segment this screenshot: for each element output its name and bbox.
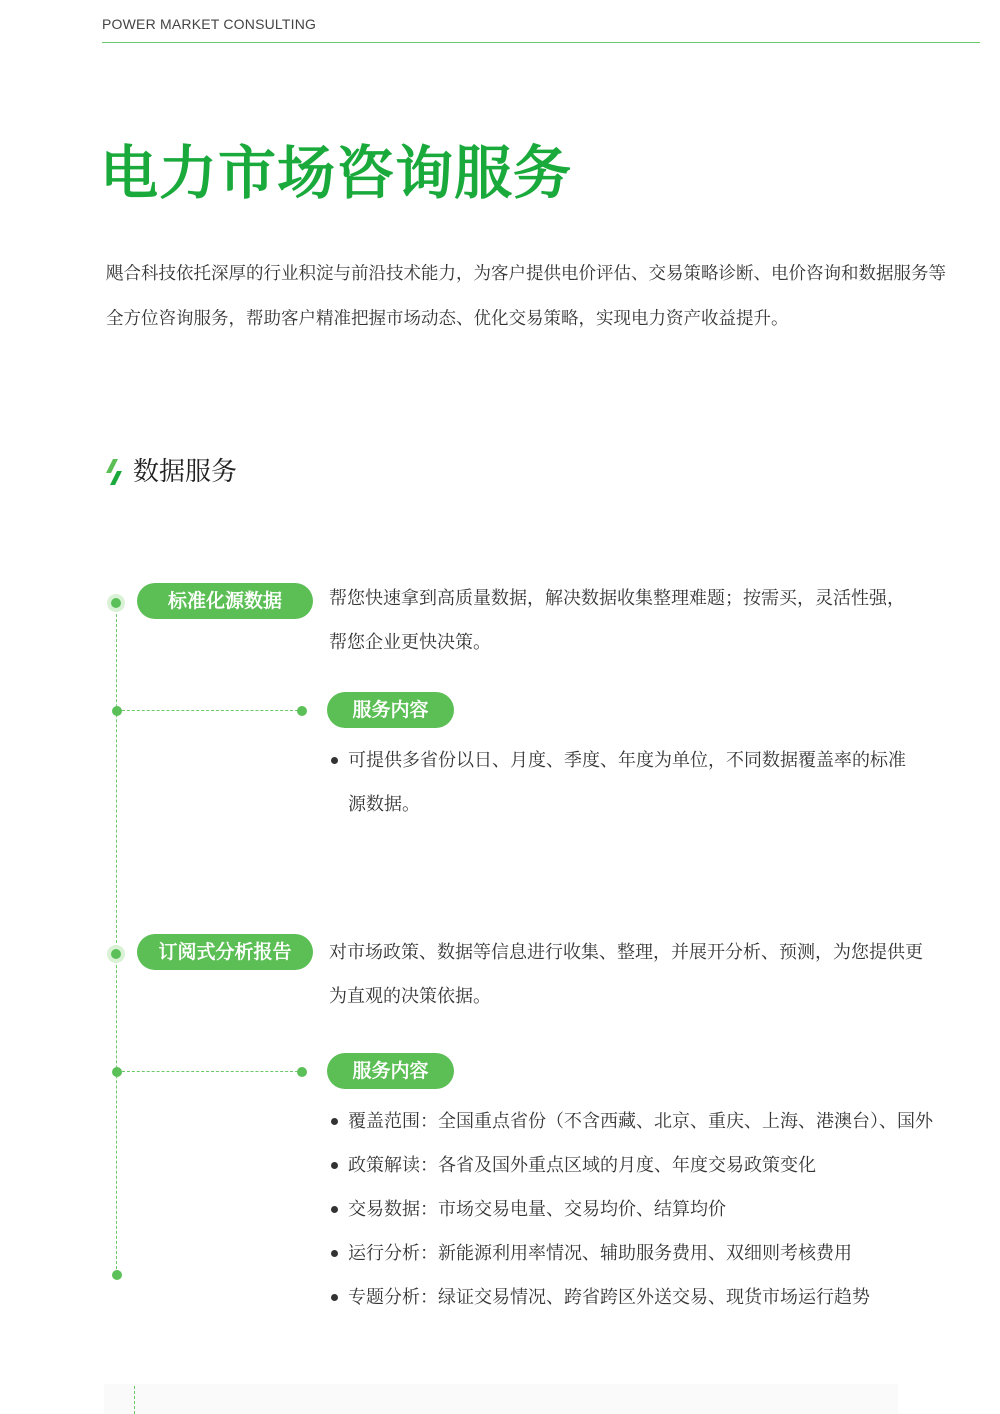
- list-item-text: 覆盖范围：全国重点省份（不含西藏、北京、重庆、上海、港澳台）、国外: [348, 1111, 933, 1132]
- content-list: [329, 739, 949, 827]
- section-heading: [104, 452, 237, 492]
- description-line: 帮您企业更快决策。: [329, 632, 491, 653]
- timeline-node: [112, 1067, 122, 1077]
- content-list: [329, 1100, 949, 1320]
- timeline-node: [107, 945, 125, 963]
- timeline-node: [112, 1270, 122, 1280]
- timeline-node: [297, 706, 307, 716]
- service-description: [329, 577, 949, 665]
- description-line: 对市场政策、数据等信息进行收集、整理，并展开分析、预测，为您提供更: [329, 942, 923, 963]
- list-item-text: 可提供多省份以日、月度、季度、年度为单位，不同数据覆盖率的标准: [348, 750, 906, 771]
- content-label-pill: 服务内容: [327, 692, 454, 728]
- list-item-text: 运行分析：新能源利用率情况、辅助服务费用、双细则考核费用: [348, 1243, 852, 1264]
- list-item: [329, 1232, 949, 1276]
- list-item-text: 交易数据：市场交易电量、交易均价、结算均价: [348, 1199, 726, 1220]
- service-label-pill: 订阅式分析报告: [137, 934, 313, 970]
- list-item-text: 源数据。: [348, 794, 420, 815]
- list-item: [329, 1100, 949, 1144]
- intro-line: 飓合科技依托深厚的行业积淀与前沿技术能力，为客户提供电价评估、交易策略诊断、电价咨询和数据服务等: [106, 264, 946, 284]
- list-item: [329, 1276, 949, 1320]
- description-line: 为直观的决策依据。: [329, 986, 491, 1007]
- intro-line: 全方位咨询服务，帮助客户精准把握市场动态、优化交易策略，实现电力资产收益提升。: [106, 309, 789, 329]
- intro-paragraph: [106, 252, 956, 342]
- timeline-line: [134, 1386, 135, 1414]
- description-line: 帮您快速拿到高质量数据，解决数据收集整理难题；按需买，灵活性强，: [329, 588, 905, 609]
- list-item-text: 专题分析：绿证交易情况、跨省跨区外送交易、现货市场运行趋势: [348, 1287, 870, 1308]
- section-title: 数据服务: [133, 457, 238, 487]
- timeline-branch: [122, 710, 298, 711]
- list-item: [329, 739, 949, 827]
- slash-icon: [104, 457, 124, 487]
- timeline-line: [116, 604, 117, 1274]
- list-item: [329, 1188, 949, 1232]
- timeline-node: [112, 706, 122, 716]
- list-item-text: 政策解读：各省及国外重点区域的月度、年度交易政策变化: [348, 1155, 816, 1176]
- next-section-strip: [104, 1384, 898, 1414]
- header-divider: [102, 42, 980, 43]
- page-title: 电力市场咨询服务: [100, 139, 573, 207]
- timeline-node: [297, 1067, 307, 1077]
- content-label-pill: 服务内容: [327, 1053, 454, 1089]
- service-description: [329, 931, 949, 1019]
- list-item: [329, 1144, 949, 1188]
- service-label-pill: 标准化源数据: [137, 583, 313, 619]
- header-brand: POWER MARKET CONSULTING: [102, 16, 317, 32]
- timeline-node: [107, 594, 125, 612]
- timeline-branch: [122, 1071, 298, 1072]
